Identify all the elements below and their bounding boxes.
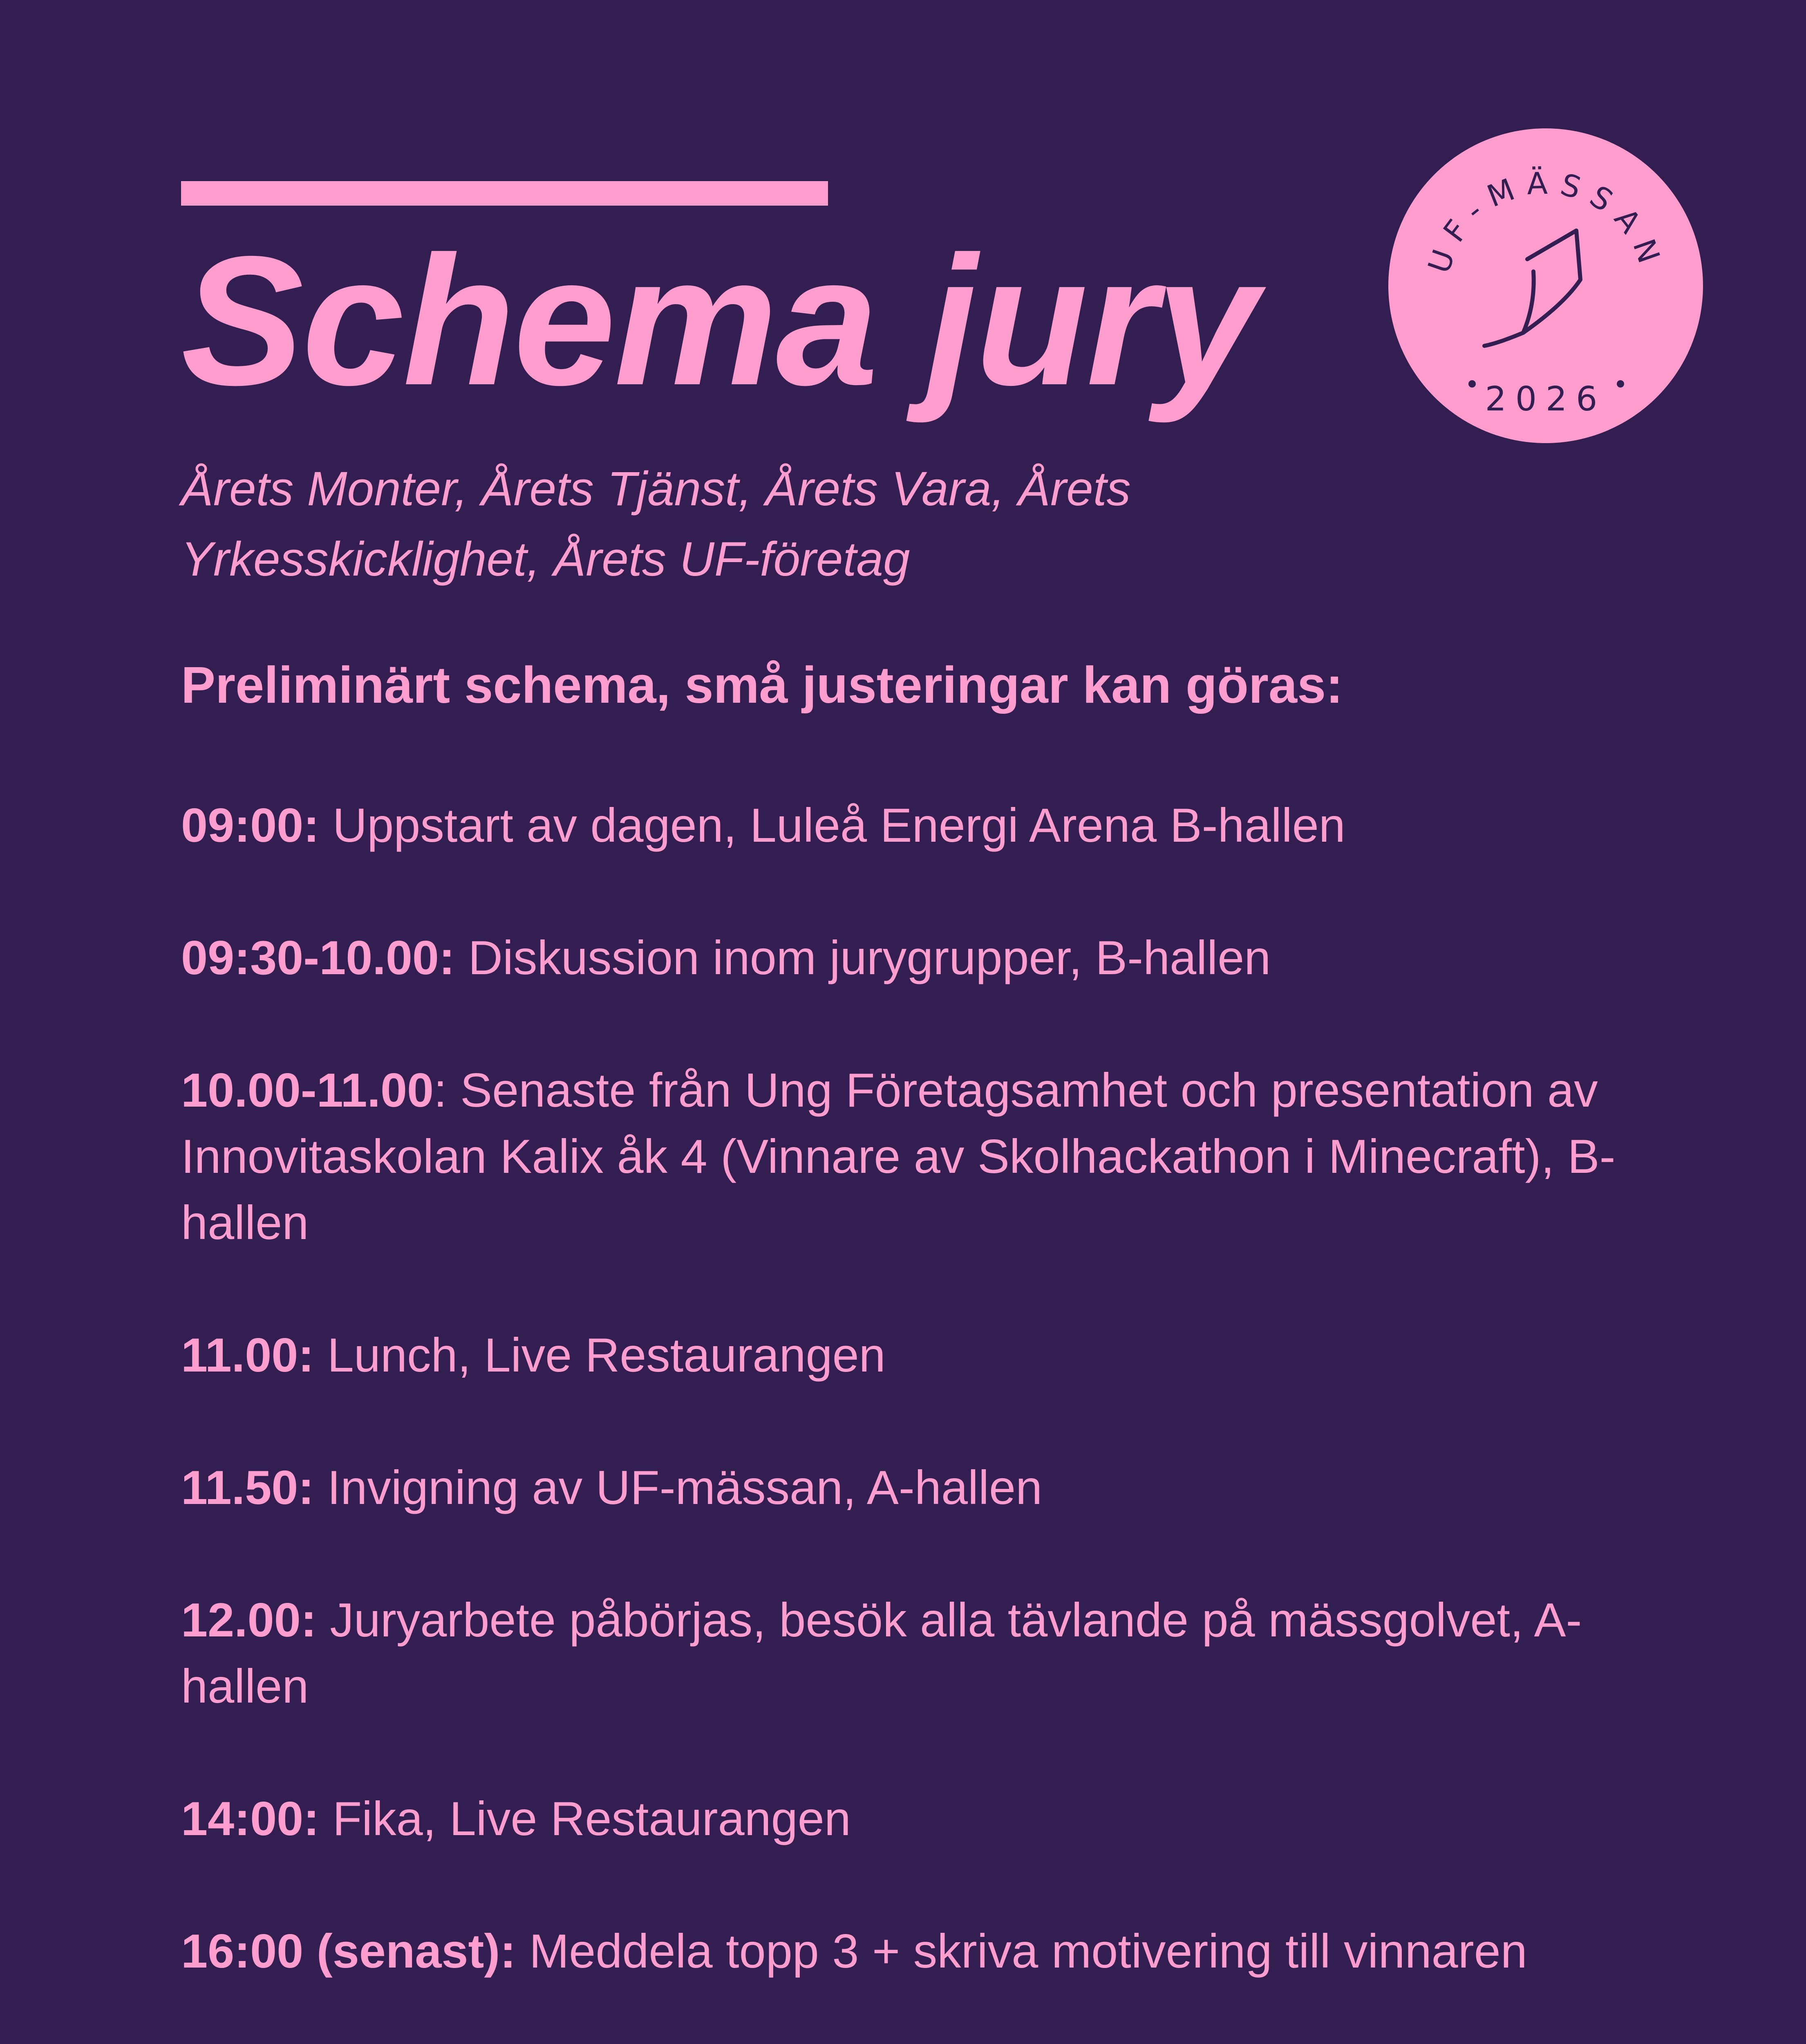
schedule-item bbox=[181, 792, 1652, 858]
schedule-time: 11.50: bbox=[181, 1461, 314, 1514]
uf-massan-badge bbox=[1388, 128, 1703, 443]
schedule-text: Diskussion inom jurygrupper, B-hallen bbox=[454, 931, 1271, 984]
badge-dot bbox=[1617, 380, 1624, 388]
schedule-time: 10.00-11.00 bbox=[181, 1063, 434, 1117]
badge-dot bbox=[1468, 380, 1476, 388]
schedule-item bbox=[181, 1587, 1652, 1719]
title-accent-bar bbox=[181, 181, 828, 206]
schedule-item bbox=[181, 925, 1652, 991]
award-categories: Årets Monter, Årets Tjänst, Årets Vara, Årets Yrkesskicklighet, Årets UF-företag bbox=[181, 462, 1131, 586]
schedule-time: 14:00: bbox=[181, 1792, 320, 1845]
schedule-item bbox=[181, 1918, 1652, 1984]
schedule-text: : Senaste från Ung Företagsamhet och presentation av Innovitaskolan Kalix åk 4 (Vinnare av Skolhackathon i Minecraft), B-hallen bbox=[181, 1063, 1616, 1249]
schedule-text: Fika, Live Restaurangen bbox=[319, 1792, 851, 1845]
schedule-text: Lunch, Live Restaurangen bbox=[314, 1328, 886, 1382]
schedule-time: 11.00: bbox=[181, 1328, 314, 1382]
schedule-time: 09:00: bbox=[181, 798, 320, 852]
schedule-item bbox=[181, 1322, 1652, 1388]
schedule-item bbox=[181, 1786, 1652, 1852]
schedule-item bbox=[181, 1455, 1652, 1521]
schedule-text: Invigning av UF-mässan, A-hallen bbox=[314, 1461, 1043, 1514]
badge-year: 2026 bbox=[1485, 380, 1607, 419]
badge-arc-text: UF-MÄSSAN bbox=[1421, 166, 1670, 278]
page-title: Schema jury bbox=[181, 218, 1257, 424]
schedule-time: 16:00 (senast): bbox=[181, 1924, 516, 1978]
schedule-text: Meddela topp 3 + skriva motivering till vinnaren bbox=[516, 1924, 1527, 1978]
schedule-time: 09:30-10.00: bbox=[181, 931, 455, 984]
schedule-item bbox=[181, 1057, 1652, 1256]
schedule-time: 12.00: bbox=[181, 1593, 317, 1647]
schedule-heading: Preliminärt schema, små justeringar kan göras: bbox=[181, 656, 1343, 714]
schedule-list bbox=[181, 792, 1652, 2044]
schedule-text: Juryarbete påbörjas, besök alla tävlande på mässgolvet, A-hallen bbox=[181, 1593, 1582, 1713]
schedule-text: Uppstart av dagen, Luleå Energi Arena B-hallen bbox=[319, 798, 1345, 852]
